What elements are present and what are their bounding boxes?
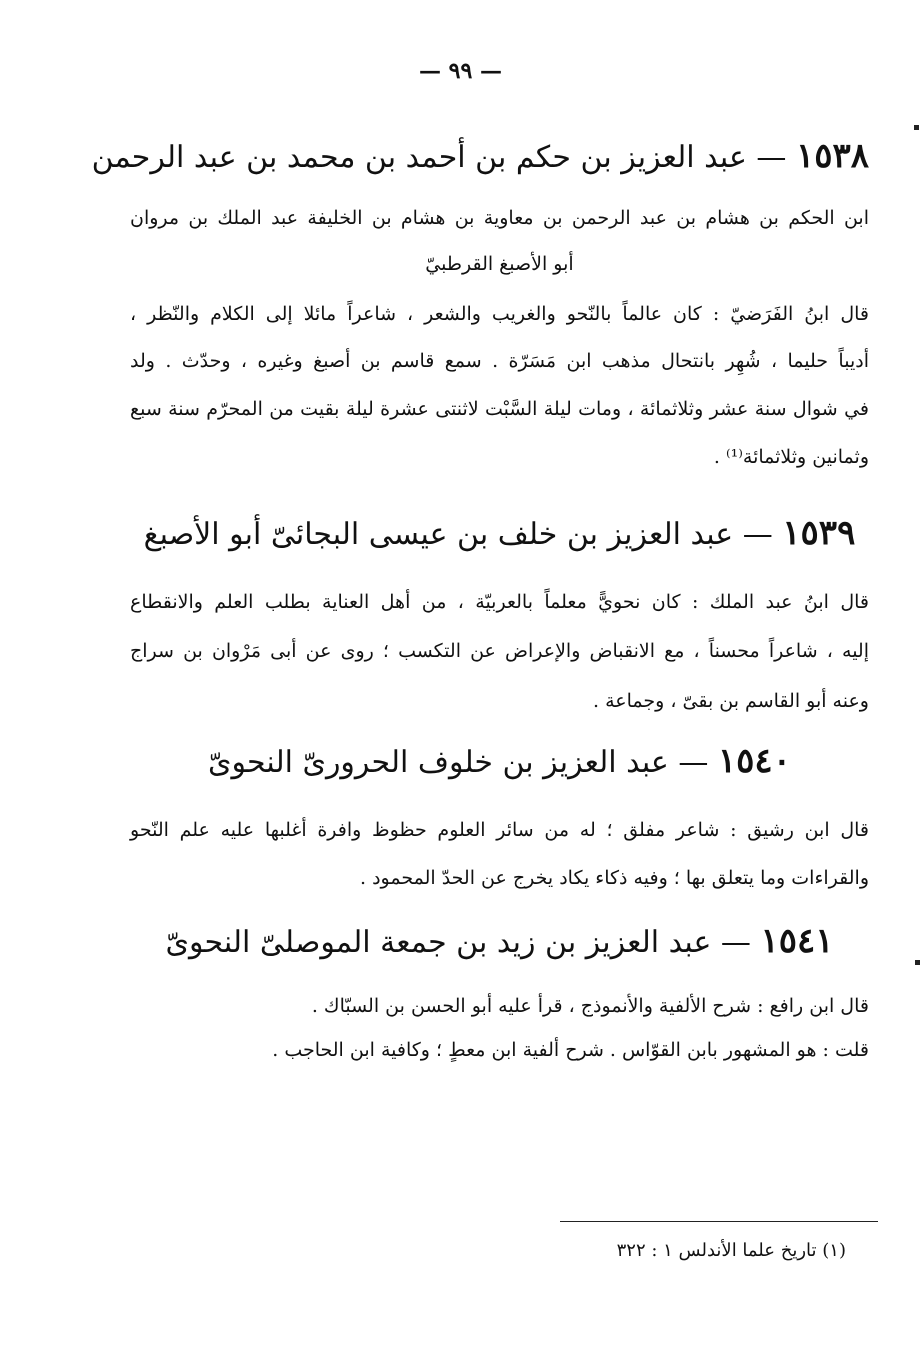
entry-title: — عبد العزيز بن خلوف الحرورىّ النحوىّ [208,745,709,780]
text-line: ابن الحكم بن هشام بن عبد الرحمن بن معاوية بن هشام بن الخليفة عبد الملك بن مروان [130,207,869,229]
text-line: قال ابن رشيق : شاعر مفلق ؛ له من سائر العلوم حظوظ وافرة أغلبها عليه علم النّحو [130,819,869,841]
entry-1540 [130,738,869,902]
entry-heading [130,918,869,966]
page-number: — ٩٩ — [419,58,502,84]
entry-1541 [130,918,869,1072]
entry-number: ١٥٣٩ [782,513,856,553]
entry-number: ١٥٤١ [760,921,834,961]
entry-heading [130,510,869,558]
entry-title: — عبد العزيز بن زيد بن جمعة الموصلىّ النحوىّ [165,925,751,960]
entry-title: — عبد العزيز بن خلف بن عيسى البجائىّ أبو الأصبغ [143,517,773,552]
text-line: إليه ، شاعراً محسناً ، مع الانقباض والإعراض عن التكسب ؛ روى عن أبى مَرْوان بن سراج [130,640,869,662]
margin-mark [914,125,919,130]
entry-1539 [130,510,869,726]
margin-mark [915,960,920,965]
text-line: والقراءات وما يتعلق بها ؛ وفيه ذكاء يكاد يخرج عن الحدّ المحمود . [360,867,869,889]
footnote-divider [560,1221,878,1222]
entry-heading [130,738,869,786]
text-line: في شوال سنة عشر وثلاثمائة ، ومات ليلة السَّبْت لاثنتى عشرة ليلة بقيت من المحرّم سنة سبع [130,398,869,420]
entry-title: — عبد العزيز بن حكم بن أحمد بن محمد بن عبد الرحمن [91,140,787,175]
text-line: قال ابنُ الفَرَضيّ : كان عالماً بالنّحو والغريب والشعر ، شاعراً مائلا إلى الكلام والنّظر ، [130,303,869,325]
footnote: (١) تاريخ علما الأندلس ١ : ٣٢٢ [616,1240,846,1261]
entry-1538 [91,133,869,481]
text-line: وثمانين وثلاثمائة⁽¹⁾ . [713,446,869,468]
entry-heading [91,133,869,181]
text-line: قلت : هو المشهور بابن القوّاس . شرح ألفية ابن معطٍ ؛ وكافية ابن الحاجب . [272,1039,869,1061]
text-line: أبو الأصبغ القرطبيّ [425,253,574,275]
text-line: أديباً حليما ، شُهِر بانتحال مذهب ابن مَسَرّة . سمع قاسم بن أصبغ وغيره ، وحدّث . ولد [130,350,869,372]
text-line: وعنه أبو القاسم بن بقىّ ، وجماعة . [592,690,869,712]
text-line: قال ابنُ عبد الملك : كان نحويًّ معلماً بالعربيّة ، من أهل العناية بطلب العلم والانقطاع [130,591,869,613]
entry-number: ١٥٤٠ [717,741,791,781]
text-line: قال ابن رافع : شرح الألفية والأنموذج ، قرأ عليه أبو الحسن بن السبّاك . [311,995,869,1017]
entry-number: ١٥٣٨ [795,136,869,176]
